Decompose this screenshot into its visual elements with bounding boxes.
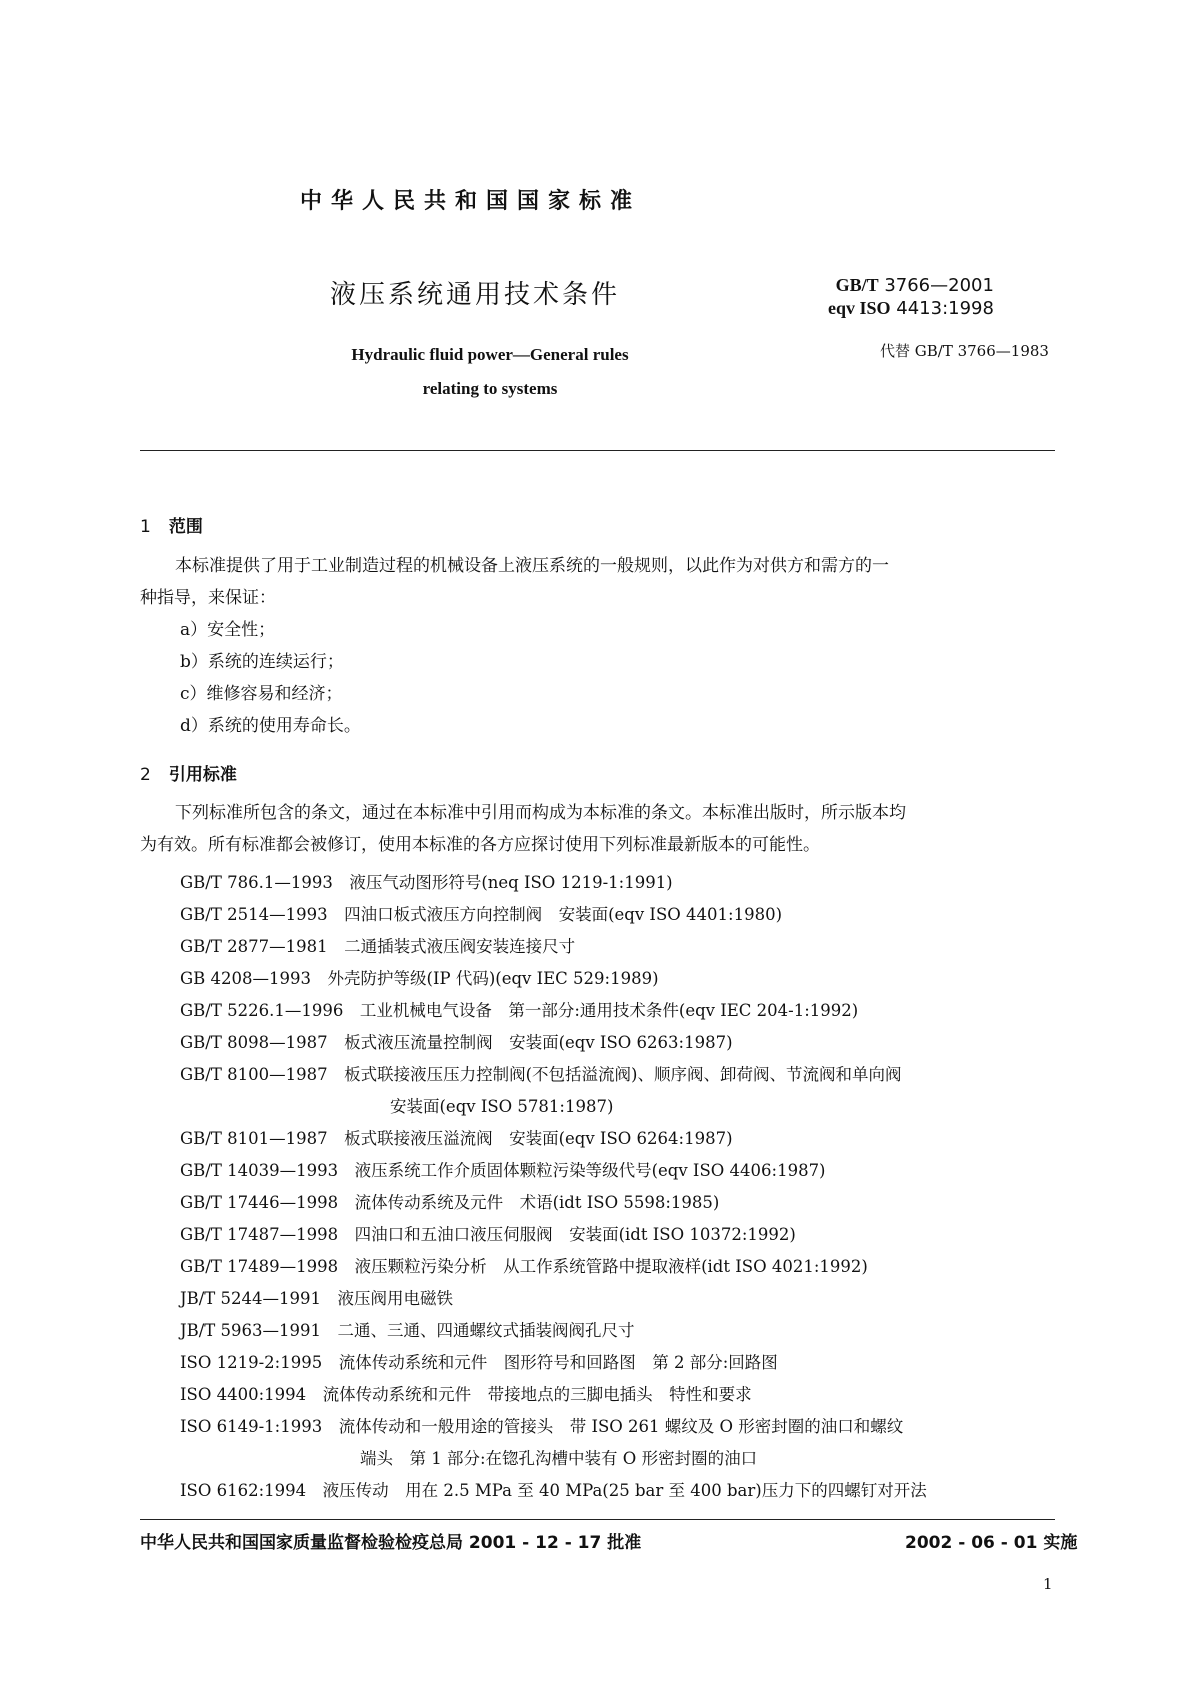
list-item: c）维修容易和经济；: [180, 684, 343, 704]
reference-entry-continued: 安装面(eqv ISO 5781:1987): [390, 1097, 614, 1116]
reference-entry: GB/T 8098—1987 板式液压流量控制阀 安装面(eqv ISO 6263:1987): [180, 1033, 733, 1052]
reference-entry: ISO 6149-1:1993 流体传动和一般用途的管接头 带 ISO 261 螺纹及 O 形密封圈的油口和螺纹: [180, 1417, 904, 1436]
section-1-title: 范围: [168, 517, 203, 537]
standard-code-block: [828, 274, 994, 320]
header-divider: [140, 450, 1055, 451]
code-prefix: GB/T: [835, 275, 879, 295]
title-en-line1: Hydraulic fluid power—General rules: [351, 345, 629, 364]
reference-entry: GB/T 17487—1998 四油口和五油口液压伺服阀 安装面(idt ISO 10372:1992): [180, 1225, 796, 1244]
page-number: 1: [1043, 1575, 1053, 1593]
section-1-para-line2: 种指导，来保证：: [140, 588, 276, 608]
eqv-number: 4413:1998: [896, 298, 994, 319]
reference-entry: GB/T 8100—1987 板式联接液压压力控制阀(不包括溢流阀)、顺序阀、卸荷阀、节流阀和单向阀: [180, 1065, 902, 1084]
code-number: 3766—2001: [884, 275, 994, 296]
reference-entry: GB/T 14039—1993 液压系统工作介质固体颗粒污染等级代号(eqv ISO 4406:1987): [180, 1161, 826, 1180]
reference-entry: ISO 1219-2:1995 流体传动系统和元件 图形符号和回路图 第 2 部分:回路图: [180, 1353, 778, 1372]
replaces-note: 代替 GB/T 3766—1983: [880, 342, 1049, 360]
section-2-heading: [140, 760, 237, 785]
reference-entry: GB/T 786.1—1993 液压气动图形符号(neq ISO 1219-1:1991): [180, 873, 673, 892]
approval-note: 中华人民共和国国家质量监督检验检疫总局 2001 - 12 - 17 批准: [140, 1533, 642, 1553]
reference-entry: GB/T 2514—1993 四油口板式液压方向控制阀 安装面(eqv ISO 4401:1980): [180, 905, 783, 924]
eqv-code: [828, 297, 994, 320]
reference-entry: ISO 4400:1994 流体传动系统和元件 带接地点的三脚电插头 特性和要求: [180, 1385, 752, 1404]
footer-divider: [140, 1519, 1055, 1520]
list-item: b）系统的连续运行；: [180, 652, 344, 672]
title-en-line2: relating to systems: [422, 379, 558, 398]
standard-code: [828, 274, 994, 297]
section-2-para-line1: 下列标准所包含的条文，通过在本标准中引用而构成为本标准的条文。本标准出版时，所示版本均: [175, 803, 906, 823]
reference-entry: GB/T 5226.1—1996 工业机械电气设备 第一部分:通用技术条件(eqv IEC 204-1:1992): [180, 1001, 859, 1020]
reference-entry: GB/T 8101—1987 板式联接液压溢流阀 安装面(eqv ISO 6264:1987): [180, 1129, 733, 1148]
reference-entry: ISO 6162:1994 液压传动 用在 2.5 MPa 至 40 MPa(25 bar 至 400 bar)压力下的四螺钉对开法: [180, 1481, 927, 1500]
reference-entry: GB 4208—1993 外壳防护等级(IP 代码)(eqv IEC 529:1989): [180, 969, 659, 988]
national-standard-heading: 中华人民共和国国家标准: [300, 189, 642, 214]
section-1-number: 1: [140, 517, 151, 537]
document-title-cn: 液压系统通用技术条件: [330, 280, 621, 310]
list-item: d）系统的使用寿命长。: [180, 716, 361, 736]
implementation-date: 2002 - 06 - 01 实施: [905, 1533, 1078, 1553]
section-2-number: 2: [140, 765, 151, 785]
section-2-para-line2: 为有效。所有标准都会被修订，使用本标准的各方应探讨使用下列标准最新版本的可能性。: [140, 835, 820, 855]
reference-entry: GB/T 17489—1998 液压颗粒污染分析 从工作系统管路中提取液样(idt ISO 4021:1992): [180, 1257, 868, 1276]
reference-entry: JB/T 5244—1991 液压阀用电磁铁: [180, 1289, 454, 1308]
eqv-prefix: eqv ISO: [828, 298, 891, 318]
reference-entry: GB/T 2877—1981 二通插装式液压阀安装连接尺寸: [180, 937, 576, 956]
reference-entry: JB/T 5963—1991 二通、三通、四通螺纹式插装阀阀孔尺寸: [180, 1321, 635, 1340]
list-item: a）安全性；: [180, 620, 276, 640]
section-1-para-line1: 本标准提供了用于工业制造过程的机械设备上液压系统的一般规则，以此作为对供方和需方的一: [175, 556, 889, 576]
reference-entry-continued: 端头 第 1 部分:在锪孔沟槽中装有 O 形密封圈的油口: [360, 1449, 758, 1468]
document-title-en: [300, 338, 680, 406]
reference-entry: GB/T 17446—1998 流体传动系统及元件 术语(idt ISO 5598:1985): [180, 1193, 720, 1212]
section-2-title: 引用标准: [168, 765, 237, 785]
section-1-heading: [140, 512, 203, 537]
